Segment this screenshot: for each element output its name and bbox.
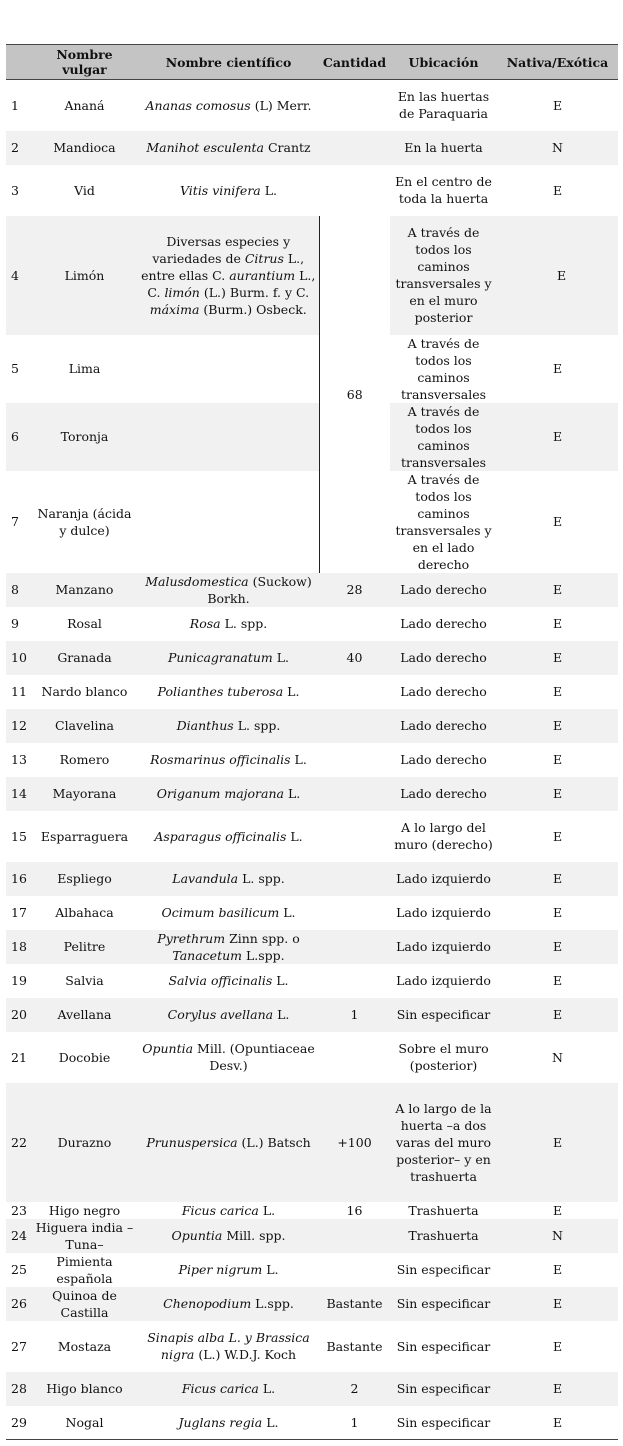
location: Sobre el muro (posterior) (398, 1041, 489, 1073)
scientific-name-italic: Rosmarinus officinalis (150, 752, 291, 767)
row-number: 3 (11, 182, 19, 198)
table-row (6, 573, 618, 607)
scientific-name-text: L. (272, 973, 289, 988)
scientific-name (138, 1287, 319, 1321)
scientific-name-text: Zinn spp. o (225, 930, 300, 946)
table-row (6, 862, 618, 896)
quantity (319, 896, 390, 930)
table-row (6, 777, 618, 811)
scientific-name-text: L. (284, 786, 301, 801)
row-number: 17 (11, 905, 27, 920)
scientific-name-text: Mill. (Opuntiaceae Desv.) (193, 1041, 315, 1073)
scientific-name-italic: Origanum majorana (156, 786, 284, 801)
row-number: 18 (6, 930, 31, 964)
scientific-name-italic: Lavandula (172, 871, 239, 886)
origin: E (497, 1083, 618, 1202)
table-row (6, 1032, 618, 1083)
scientific-name-italic: Dianthus (176, 718, 234, 733)
location: Lado derecho (390, 573, 497, 607)
common-name: Albahaca (55, 905, 114, 920)
scientific-name-italic: Vitis vinifera (179, 182, 261, 198)
quantity (319, 964, 390, 998)
common-name: Mostaza (57, 1338, 112, 1354)
table-row (6, 403, 618, 471)
common-name: Salvia (65, 973, 104, 988)
row-number: 13 (11, 752, 27, 767)
scientific-name-italic: Rosa (189, 616, 221, 631)
scientific-name-italic: Chenopodium (163, 1296, 252, 1311)
table-row (6, 1321, 618, 1372)
scientific-name (138, 216, 319, 335)
scientific-name-text: L. (273, 1007, 290, 1022)
scientific-name (138, 675, 319, 709)
scientific-name (138, 1219, 319, 1253)
origin: E (552, 828, 563, 844)
location: Sin especificar (390, 1287, 497, 1321)
scientific-name (138, 1372, 319, 1406)
scientific-name-italic: Piper nigrum (178, 1262, 263, 1277)
scientific-name-text: (Suckow) Borkh. (207, 573, 312, 606)
row-number: 8 (6, 573, 31, 607)
quantity: Bastante (319, 1287, 390, 1321)
origin: N (497, 131, 618, 165)
table-row (6, 1372, 618, 1406)
quantity (319, 930, 390, 964)
row-number: 24 (6, 1219, 31, 1253)
scientific-name (138, 709, 319, 743)
origin: E (552, 361, 563, 376)
scientific-name-text: (Burm.) Osbeck. (199, 301, 307, 317)
origin: E (497, 777, 618, 811)
scientific-name-text: L. (283, 684, 300, 699)
scientific-name-text: L. (279, 905, 296, 920)
common-name: Avellana (31, 998, 138, 1032)
row-number: 26 (6, 1287, 31, 1321)
location: A lo largo de la huerta –a dos varas del muro posterior– y en trashuerta (390, 1083, 497, 1202)
header-location: Ubicación (390, 45, 497, 80)
table-row (6, 80, 618, 131)
scientific-name-text: L. (262, 1262, 279, 1277)
scientific-name-italic: máxima (149, 301, 200, 317)
common-name: Nogal (31, 1406, 138, 1440)
origin: E (497, 709, 618, 743)
origin: E (552, 752, 563, 767)
table-row (6, 675, 618, 709)
row-number: 29 (6, 1406, 31, 1440)
row-number: 12 (6, 709, 31, 743)
row-number: 15 (11, 828, 27, 844)
table-row (6, 641, 618, 675)
row-number: 1 (11, 97, 19, 113)
scientific-name-italic: Ocimum basilicum (161, 905, 280, 920)
origin: E (497, 1372, 618, 1406)
quantity (319, 777, 390, 811)
row-number: 14 (6, 777, 31, 811)
scientific-name (138, 607, 319, 641)
scientific-name-text: L. spp. (238, 871, 285, 886)
table-row (6, 1287, 618, 1321)
scientific-name-italic: Salvia officinalis (168, 973, 273, 988)
scientific-name-italic: aurantium (229, 267, 296, 283)
scientific-name-italic: Sinapis alba L. y Brassica nigra (147, 1330, 310, 1362)
scientific-name-text: L. (258, 1202, 276, 1218)
scientific-name (138, 1202, 319, 1219)
scientific-name (138, 573, 319, 607)
scientific-name-text: L. (290, 752, 307, 767)
location: Sin especificar (390, 1406, 497, 1440)
quantity (319, 165, 390, 216)
table-row (6, 607, 618, 641)
table-row (6, 1253, 618, 1287)
row-number: 20 (6, 998, 31, 1032)
location: En las huertas de Paraquaria (397, 89, 490, 122)
row-number: 22 (6, 1083, 31, 1202)
scientific-name-italic: Pyrethrum (157, 930, 226, 946)
header-scientific-name: Nombre científico (138, 45, 319, 80)
location: Sin especificar (396, 1262, 491, 1277)
scientific-name-italic: Ficus carica (181, 1381, 259, 1396)
header-number (6, 45, 31, 80)
table-row (6, 131, 618, 165)
location: En el centro de toda la huerta (395, 174, 492, 206)
location: Lado izquierdo (390, 930, 497, 964)
scientific-name-text: (L) Merr. (250, 97, 312, 113)
scientific-name-italic: Corylus avellana (167, 1007, 274, 1022)
common-name: Quinoa de Castilla (31, 1287, 138, 1321)
scientific-name-italic: Juglans regia (178, 1414, 263, 1430)
quantity: +100 (319, 1083, 390, 1202)
location: A través de todos los caminos transversales y en el muro posterior (390, 216, 497, 335)
scientific-name (138, 743, 319, 777)
plant-inventory-sheet (6, 44, 618, 1440)
quantity: 1 (319, 1406, 390, 1440)
scientific-name-text: L. spp. (233, 718, 281, 733)
table-row (6, 216, 618, 335)
table-row (6, 1083, 618, 1202)
origin: E (552, 97, 563, 113)
scientific-name-italic: Opuntia (171, 1228, 223, 1243)
origin: E (497, 573, 618, 607)
common-name: Durazno (31, 1083, 138, 1202)
common-name: Mandioca (31, 131, 138, 165)
common-name: Higuera india –Tuna– (31, 1219, 138, 1253)
common-name: Rosal (67, 616, 102, 631)
common-name: Higo negro (48, 1202, 121, 1218)
scientific-name (138, 165, 319, 216)
origin: N (497, 1219, 618, 1253)
common-name: Pimienta española (56, 1253, 113, 1286)
origin: E (552, 616, 563, 631)
common-name: Romero (59, 752, 110, 767)
scientific-name-text: L. (258, 1381, 276, 1396)
scientific-name-text: Crantz (264, 140, 311, 155)
scientific-name-text: Diversas especies y variedades de (152, 233, 291, 266)
common-name: Nardo blanco (41, 684, 128, 699)
header-origin: Nativa/Exótica (497, 45, 618, 80)
quantity (319, 607, 390, 641)
quantity: 1 (319, 998, 390, 1032)
scientific-name (138, 896, 319, 930)
origin: E (497, 1406, 618, 1440)
table-row (6, 1406, 618, 1440)
location: Lado izquierdo (396, 973, 491, 988)
common-name: Ananá (64, 97, 105, 113)
quantity: 40 (319, 641, 390, 675)
row-number: 4 (6, 216, 31, 335)
row-number: 19 (11, 973, 27, 988)
quantity (319, 1032, 390, 1083)
location: A lo largo del muro (derecho) (394, 820, 493, 852)
scientific-name (138, 1253, 319, 1287)
scientific-name-italic: Ananas comosus (145, 97, 251, 113)
table-body (6, 80, 618, 1440)
origin: E (497, 862, 618, 896)
table-row (6, 998, 618, 1032)
row-number: 6 (6, 403, 31, 471)
common-name: Docobie (58, 1049, 111, 1065)
scientific-name (138, 862, 319, 896)
common-name: Mayorana (31, 777, 138, 811)
scientific-name-text: L. (262, 1414, 279, 1430)
scientific-name-text: L.spp. (242, 947, 285, 963)
scientific-name-italic: Malusdomestica (145, 573, 249, 589)
scientific-name (138, 777, 319, 811)
location: Lado derecho (400, 616, 487, 631)
header-common-name: Nombre vulgar (31, 45, 138, 80)
scientific-name-italic: Polianthes tuberosa (157, 684, 284, 699)
table-row (6, 930, 618, 964)
table-row (6, 709, 618, 743)
common-name: Esparraguera (40, 828, 129, 844)
origin: E (497, 1287, 618, 1321)
common-name: Pelitre (31, 930, 138, 964)
location: Lado derecho (400, 752, 487, 767)
scientific-name-text: L. (260, 182, 278, 198)
quantity (319, 743, 390, 777)
scientific-name (138, 964, 319, 998)
scientific-name (138, 1321, 319, 1372)
row-number: 21 (11, 1049, 27, 1065)
location: Sin especificar (396, 1338, 491, 1354)
location: Lado izquierdo (390, 862, 497, 896)
location: Sin especificar (390, 998, 497, 1032)
table-row (6, 743, 618, 777)
row-number: 10 (6, 641, 31, 675)
common-name: Granada (31, 641, 138, 675)
row-number: 9 (11, 616, 19, 631)
quantity (319, 862, 390, 896)
origin: E (552, 1202, 563, 1218)
quantity (319, 1219, 390, 1253)
table-header (6, 45, 618, 80)
quantity (319, 709, 390, 743)
scientific-name-text: L., C. (147, 267, 316, 300)
header-quantity: Cantidad (319, 45, 390, 80)
row-number: 5 (11, 361, 19, 376)
origin: E (497, 998, 618, 1032)
scientific-name (138, 930, 319, 964)
scientific-name (138, 1083, 319, 1202)
scientific-name-text: L., entre ellas C. (141, 250, 305, 283)
scientific-name (138, 80, 319, 131)
common-name: Limón (31, 216, 138, 335)
scientific-name-text: (L.) Burm. f. y C. (199, 284, 310, 300)
table-row (6, 964, 618, 998)
location: Sin especificar (390, 1372, 497, 1406)
quantity: Bastante (326, 1338, 383, 1354)
header-row (6, 45, 618, 80)
scientific-name-text: L. (272, 650, 290, 665)
scientific-name-text: L.spp. (251, 1296, 294, 1311)
row-number: 2 (6, 131, 31, 165)
location: A través de todos los caminos transversales (400, 335, 487, 402)
scientific-name-text: L. (286, 828, 303, 844)
origin: E (552, 1262, 563, 1277)
row-number: 7 (11, 514, 19, 529)
origin: N (552, 1049, 563, 1065)
row-number: 27 (11, 1338, 27, 1354)
common-name: Naranja (ácida y dulce) (37, 505, 132, 538)
scientific-name-text: L. spp. (220, 616, 268, 631)
quantity (319, 1253, 390, 1287)
location: A través de todos los caminos transversales (390, 403, 497, 471)
origin: E (497, 216, 618, 335)
table-row (6, 811, 618, 862)
scientific-name-italic: Tanacetum (172, 947, 242, 963)
location: Trashuerta (408, 1202, 479, 1218)
scientific-name-italic: Prunuspersica (146, 1134, 238, 1150)
common-name: Lima (68, 361, 101, 376)
scientific-name (138, 1406, 319, 1440)
scientific-name (138, 641, 319, 675)
quantity (319, 80, 390, 131)
origin: E (552, 973, 563, 988)
row-number: 25 (11, 1262, 27, 1277)
scientific-name-text: (L.) Batsch (237, 1134, 311, 1150)
common-name: Espliego (31, 862, 138, 896)
scientific-name-italic: Citrus (244, 250, 284, 266)
quantity (319, 811, 390, 862)
scientific-name-italic: Opuntia (142, 1041, 194, 1056)
location: Trashuerta (390, 1219, 497, 1253)
location: En la huerta (390, 131, 497, 165)
scientific-name (138, 131, 319, 165)
scientific-name (138, 1032, 319, 1083)
quantity: 28 (319, 573, 390, 607)
scientific-name (138, 811, 319, 862)
scientific-name-italic: Asparagus officinalis (154, 828, 287, 844)
location: Lado derecho (390, 777, 497, 811)
common-name: Clavelina (31, 709, 138, 743)
scientific-name (138, 403, 319, 471)
common-name: Higo blanco (31, 1372, 138, 1406)
scientific-name-text: Mill. spp. (222, 1228, 286, 1243)
table-row (6, 335, 618, 403)
origin: E (552, 684, 563, 699)
location: A través de todos los caminos transversales y en el lado derecho (395, 471, 492, 572)
location: Lado derecho (390, 641, 497, 675)
table-row (6, 896, 618, 930)
scientific-name-italic: Ficus carica (181, 1202, 259, 1218)
row-number: 16 (6, 862, 31, 896)
common-name: Manzano (31, 573, 138, 607)
origin: E (497, 641, 618, 675)
origin: E (497, 403, 618, 471)
origin: E (552, 905, 563, 920)
origin: E (552, 1338, 563, 1354)
common-name: Vid (74, 182, 95, 198)
quantity (319, 675, 390, 709)
quantity (319, 131, 390, 165)
row-number: 23 (11, 1202, 27, 1218)
plant-inventory-table (6, 44, 618, 1440)
table-row (6, 165, 618, 216)
table-row (6, 1219, 618, 1253)
origin: E (552, 182, 563, 198)
origin: E (552, 514, 563, 529)
location: Lado izquierdo (396, 905, 491, 920)
table-row (6, 471, 618, 573)
scientific-name (138, 998, 319, 1032)
quantity: 16 (346, 1202, 363, 1218)
location: Lado derecho (390, 709, 497, 743)
scientific-name (138, 335, 319, 403)
row-number: 11 (11, 684, 27, 699)
row-number: 28 (6, 1372, 31, 1406)
common-name: Toronja (31, 403, 138, 471)
scientific-name-italic: Punicagranatum (167, 650, 273, 665)
quantity: 2 (319, 1372, 390, 1406)
location: Lado derecho (400, 684, 487, 699)
scientific-name-italic: Manihot esculenta (146, 140, 265, 155)
scientific-name (138, 471, 319, 573)
table-row (6, 1202, 618, 1219)
origin: E (497, 930, 618, 964)
quantity-merged: 68 (319, 216, 390, 573)
scientific-name-italic: limón (164, 284, 200, 300)
scientific-name-text: (L.) W.D.J. Koch (194, 1347, 297, 1362)
